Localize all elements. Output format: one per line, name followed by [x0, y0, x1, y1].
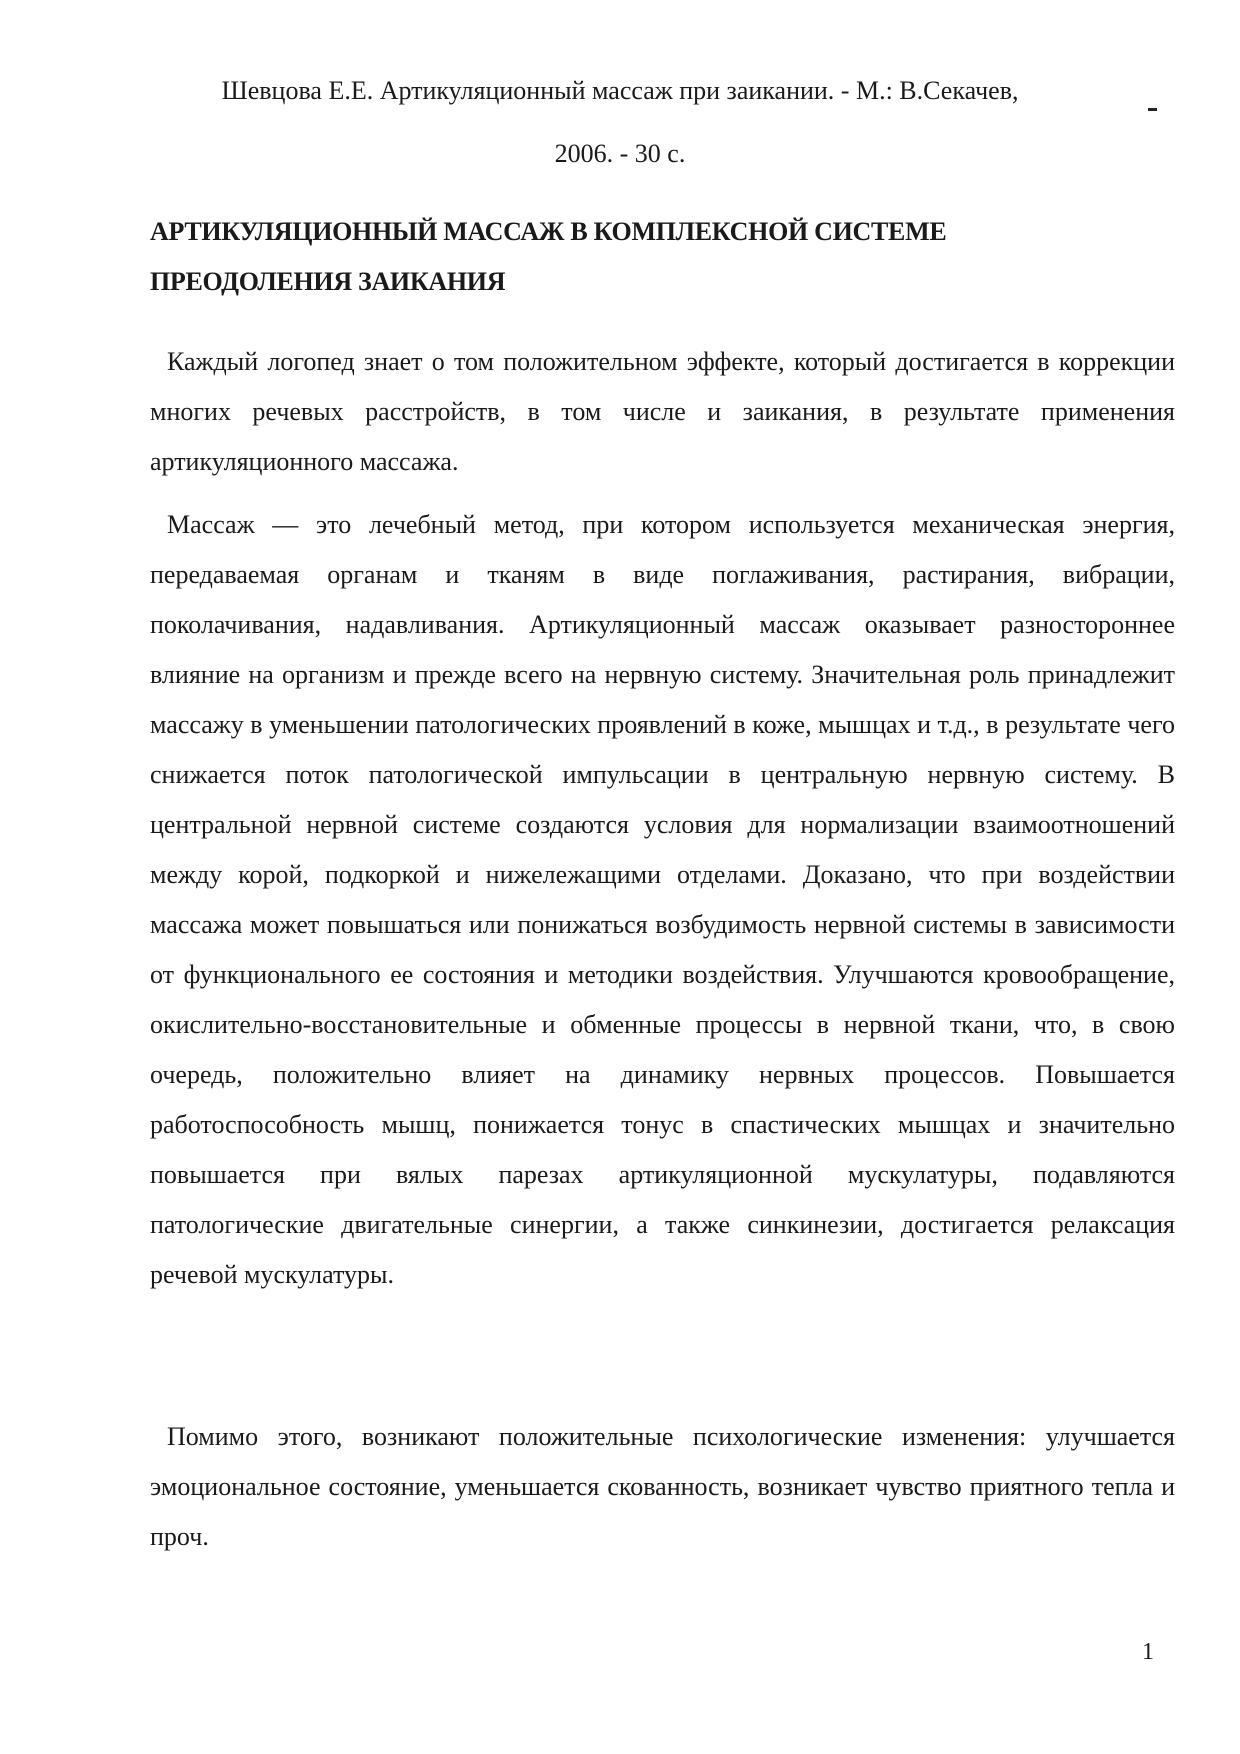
paragraph-3: Помимо этого, возникают положительные психологические изменения: улучшается эмоциональное состояние, уменьшается скованность, возникает чувство приятного тепла и проч. [150, 1422, 1175, 1551]
page-number: 1 [1142, 1639, 1154, 1665]
citation-line-1: Шевцова Е.Е. Артикуляционный массаж при заикании. - М.: В.Секачев, [221, 76, 1019, 105]
section-heading-line-2: ПРЕОДОЛЕНИЯ ЗАИКАНИЯ [150, 267, 506, 296]
paragraph-1: Каждый логопед знает о том положительном эффекте, который достигается в коррекции многих речевых расстройств, в том числе и заикания, в результате применения артикуляционного массажа. [150, 347, 1175, 476]
paragraph-2: Массаж — это лечебный метод, при котором используется механическая энергия, передаваемая органам и тканям в виде поглаживания, растирания, вибрации, поколачивания, надавливания. Артикуляционный массаж оказывает разностороннее влияние на организм и прежде всего на нервную систему. Значительная роль принадлежит массажу в уменьшении патологических проявлений в коже, мышцах и т.д., в результате чего снижается поток патологической импульсации в центральную нервную систему. В центральной нервной системе создаются условия для нормализации взаимоотношений между корой, подкоркой и нижележащими отделами. Доказано, что при воздействии массажа может повышаться или понижаться возбудимость нервной системы в зависимости от функционального ее состояния и методики воздействия. Улучшаются кровообращение, окислительно-восстановительные и обменные процессы в нервной ткани, что, в свою очередь, положительно влияет на динамику нервных процессов. Повышается работоспособность мышц, понижается тонус в спастических мышцах и значительно повышается при вялых парезах артикуляционной мускулатуры, подавляются патологические двигательные синергии, а также синкинезии, достигается релаксация речевой мускулатуры. [150, 510, 1175, 1289]
margin-dash-mark [1148, 108, 1157, 111]
citation-line-2: 2006. - 30 с. [554, 139, 686, 168]
section-heading-line-1: АРТИКУЛЯЦИОННЫЙ МАССАЖ В КОМПЛЕКСНОЙ СИСТЕМЕ [150, 217, 947, 246]
